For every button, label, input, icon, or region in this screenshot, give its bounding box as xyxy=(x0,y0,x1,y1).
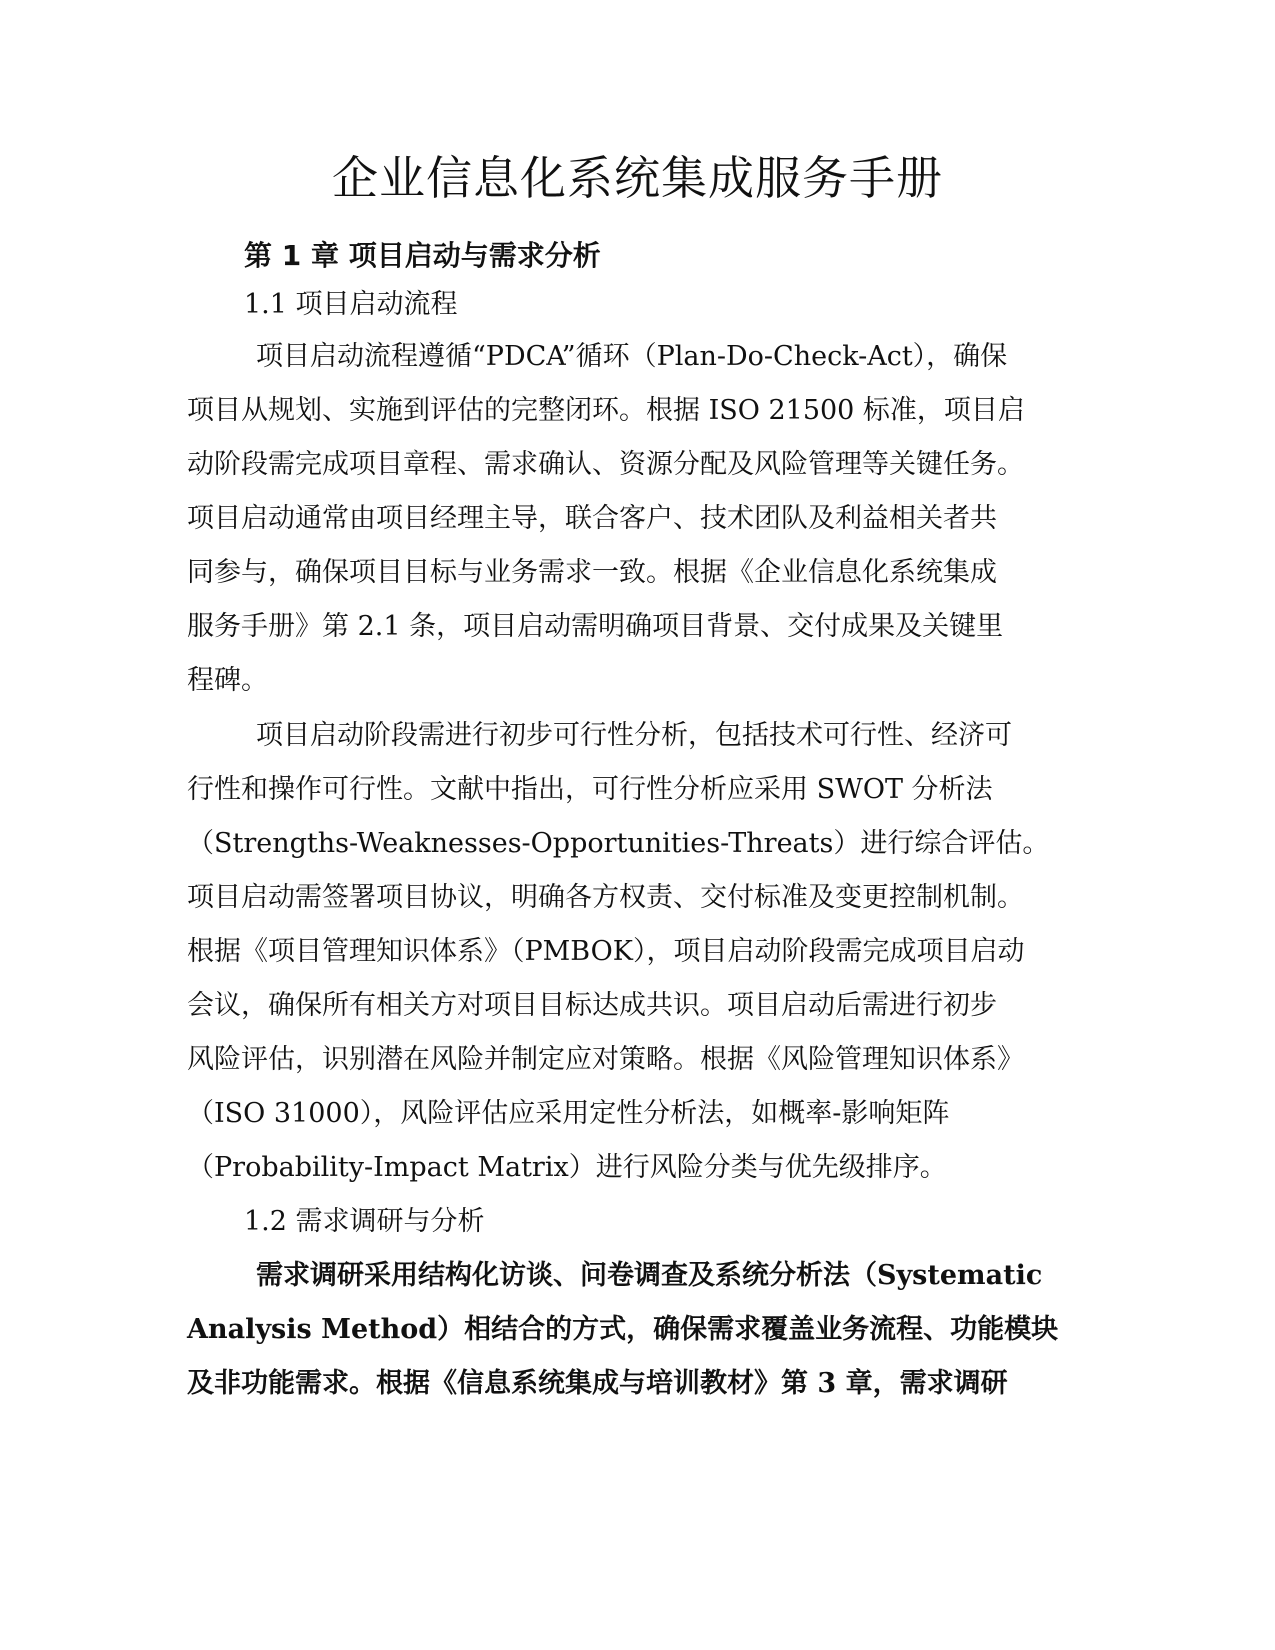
paragraph-2-line-4: 项目启动需签署项目协议，明确各方权责、交付标准及变更控制机制。 xyxy=(187,882,1024,913)
paragraph-1-line-5: 同参与，确保项目目标与业务需求一致。根据《企业信息化系统集成 xyxy=(187,557,997,588)
paragraph-1-line-7: 程碑。 xyxy=(187,665,268,696)
paragraph-2-line-1: 项目启动阶段需进行初步可行性分析，包括技术可行性、经济可 xyxy=(256,720,1012,751)
section-heading-1-1: 1.1 项目启动流程 xyxy=(244,289,458,320)
paragraph-2-line-5: 根据《项目管理知识体系》（PMBOK），项目启动阶段需完成项目启动 xyxy=(187,936,1025,967)
paragraph-1-line-3: 动阶段需完成项目章程、需求确认、资源分配及风险管理等关键任务。 xyxy=(187,449,1024,480)
paragraph-3-line-3: 及非功能需求。根据《信息系统集成与培训教材》第 3 章，需求调研 xyxy=(187,1368,1008,1399)
paragraph-1-line-6: 服务手册》第 2.1 条，项目启动需明确项目背景、交付成果及关键里 xyxy=(187,611,1004,642)
paragraph-2-line-8: （ISO 31000），风险评估应采用定性分析法，如概率-影响矩阵 xyxy=(187,1098,950,1129)
paragraph-2-line-6: 会议，确保所有相关方对项目目标达成共识。项目启动后需进行初步 xyxy=(187,990,997,1021)
paragraph-1-line-4: 项目启动通常由项目经理主导，联合客户、技术团队及利益相关者共 xyxy=(187,503,997,534)
paragraph-2-line-3: （Strengths-Weaknesses-Opportunities-Threats）进行综合评估。 xyxy=(187,828,1050,859)
document-title: 企业信息化系统集成服务手册 xyxy=(332,151,943,205)
paragraph-1-line-2: 项目从规划、实施到评估的完整闭环。根据 ISO 21500 标准，项目启 xyxy=(187,395,1025,426)
paragraph-2-line-7: 风险评估，识别潜在风险并制定应对策略。根据《风险管理知识体系》 xyxy=(187,1044,1024,1075)
paragraph-2-line-2: 行性和操作可行性。文献中指出，可行性分析应采用 SWOT 分析法 xyxy=(187,774,993,805)
paragraph-2-line-9: （Probability-Impact Matrix）进行风险分类与优先级排序。 xyxy=(187,1152,947,1183)
paragraph-1-line-1: 项目启动流程遵循“PDCA”循环（Plan-Do-Check-Act），确保 xyxy=(256,341,1008,372)
chapter-heading: 第 1 章 项目启动与需求分析 xyxy=(244,239,601,272)
paragraph-3-line-1: 需求调研采用结构化访谈、问卷调查及系统分析法（Systematic xyxy=(256,1260,1043,1291)
section-heading-1-2: 1.2 需求调研与分析 xyxy=(244,1206,485,1237)
paragraph-3-line-2: Analysis Method）相结合的方式，确保需求覆盖业务流程、功能模块 xyxy=(187,1314,1059,1345)
